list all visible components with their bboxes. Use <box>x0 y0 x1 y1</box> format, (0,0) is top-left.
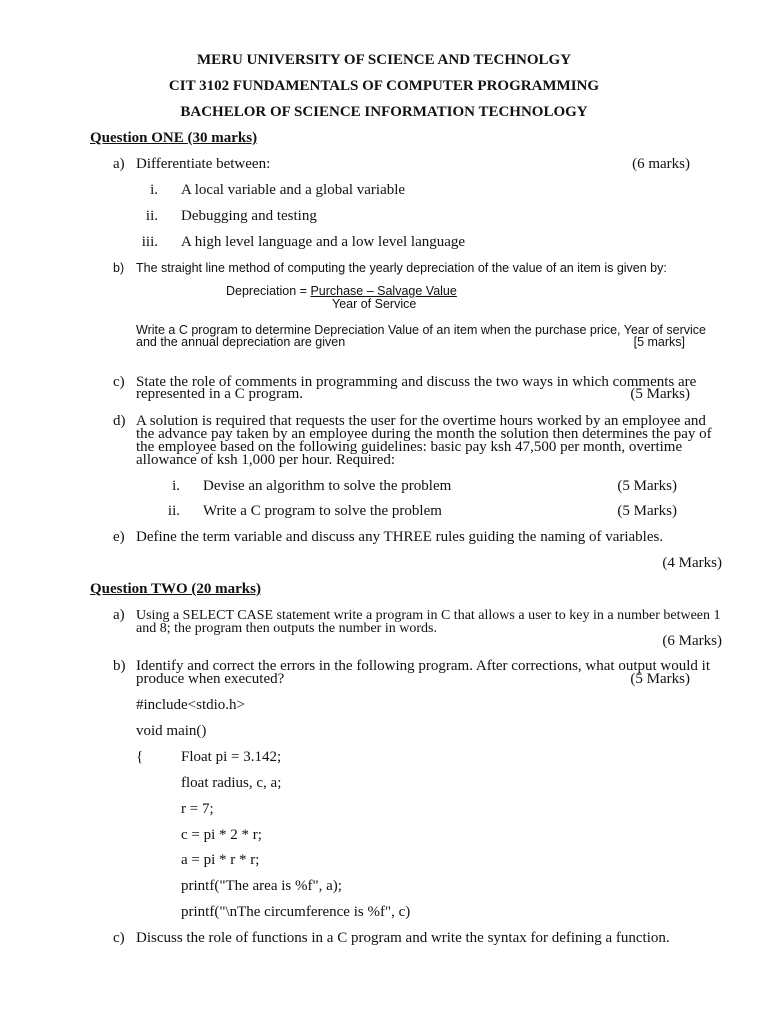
code-line-1: #include<stdio.h> <box>136 697 245 713</box>
code-line-7: c = pi * 2 * r; <box>181 827 262 843</box>
code-line-9: printf("The area is %f", a); <box>181 878 342 894</box>
q1d-item-2-text: Write a C program to solve the problem <box>203 503 442 519</box>
course-title: CIT 3102 FUNDAMENTALS OF COMPUTER PROGRAMMING <box>168 78 600 94</box>
q1d-line3: the employee based on the following guidelines: basic pay ksh 47,500 per month, overtime <box>136 439 683 455</box>
q1e-text: Define the term variable and discuss any THREE rules guiding the naming of variables. <box>136 529 664 545</box>
code-line-6: r = 7; <box>181 801 214 817</box>
q2a-line1: Using a SELECT CASE statement write a program in C that allows a user to key in a number between 1 <box>136 608 721 623</box>
q2c-label: c) <box>113 930 125 946</box>
q2a-marks: (6 Marks) <box>662 633 722 649</box>
q1c-marks: (5 Marks) <box>630 386 690 402</box>
code-line-4: Float pi = 3.142; <box>181 749 282 765</box>
q1b-text2-line2: and the annual depreciation are given <box>136 335 346 349</box>
q1b-label: b) <box>113 261 125 275</box>
q1e-label: e) <box>113 529 125 545</box>
q1d-line1: A solution is required that requests the user for the overtime hours worked by an employee and <box>136 413 706 429</box>
q1a-item-2-text: Debugging and testing <box>181 208 317 224</box>
q1d-line4: allowance of ksh 1,000 per hour. Required: <box>136 452 396 468</box>
q1d-label: d) <box>113 413 126 429</box>
q2c-text: Discuss the role of functions in a C program and write the syntax for defining a function. <box>136 930 670 946</box>
q1b-text2-line1: Write a C program to determine Depreciation Value of an item when the purchase price, Year of service <box>136 323 706 337</box>
q1d-item-2-num: ii. <box>167 503 180 519</box>
programme-title: BACHELOR OF SCIENCE INFORMATION TECHNOLOGY <box>180 104 588 120</box>
q1a-label: a) <box>113 156 125 172</box>
code-line-2: void main() <box>136 723 207 739</box>
q1a-text: Differentiate between: <box>136 156 271 172</box>
formula-lhs: Depreciation = <box>226 284 311 298</box>
q1c-line2: represented in a C program. <box>136 386 304 402</box>
q2b-line1: Identify and correct the errors in the following program. After corrections, what output would it <box>136 658 710 674</box>
q1c-line1: State the role of comments in programming and discuss the two ways in which comments are <box>136 374 697 390</box>
q1d-item-2-marks: (5 Marks) <box>617 503 677 519</box>
question-two-title: Question TWO (20 marks) <box>90 581 261 597</box>
q1d-item-1-marks: (5 Marks) <box>617 478 677 494</box>
q1a-item-3-text: A high level language and a low level language <box>181 234 466 250</box>
q2a-label: a) <box>113 607 125 623</box>
code-line-3: { <box>136 749 144 765</box>
q1d-item-1-num: i. <box>172 478 180 494</box>
q2b-label: b) <box>113 658 126 674</box>
q1b-marks: [5 marks] <box>633 335 685 349</box>
q2a-line2: and 8; the program then outputs the number in words. <box>136 621 437 636</box>
q1c-label: c) <box>113 374 125 390</box>
q1e-marks: (4 Marks) <box>662 555 722 571</box>
q1a-item-2-num: ii. <box>145 208 158 224</box>
formula-numerator: Purchase – Salvage Value <box>310 284 457 298</box>
q1a-item-3-num: iii. <box>141 234 158 250</box>
university-name: MERU UNIVERSITY OF SCIENCE AND TECHNOLGY <box>196 52 572 68</box>
q1a-marks: (6 marks) <box>632 156 690 172</box>
q2b-marks: (5 Marks) <box>630 671 690 687</box>
code-line-10: printf("\nThe circumference is %f", c) <box>181 904 411 920</box>
q1b-text: The straight line method of computing the yearly depreciation of the value of an item is given by: <box>136 261 667 275</box>
question-one-title: Question ONE (30 marks) <box>90 130 258 146</box>
q2b-line2: produce when executed? <box>136 671 285 687</box>
q1d-line2: the advance pay taken by an employee during the month the solution then determines the pay of <box>136 426 712 442</box>
q1a-item-1-text: A local variable and a global variable <box>181 182 406 198</box>
q1d-item-1-text: Devise an algorithm to solve the problem <box>203 478 452 494</box>
q1a-item-1-num: i. <box>150 182 158 198</box>
code-line-5: float radius, c, a; <box>181 775 282 791</box>
formula-denominator: Year of Service <box>332 297 417 311</box>
code-line-8: a = pi * r * r; <box>181 852 260 868</box>
